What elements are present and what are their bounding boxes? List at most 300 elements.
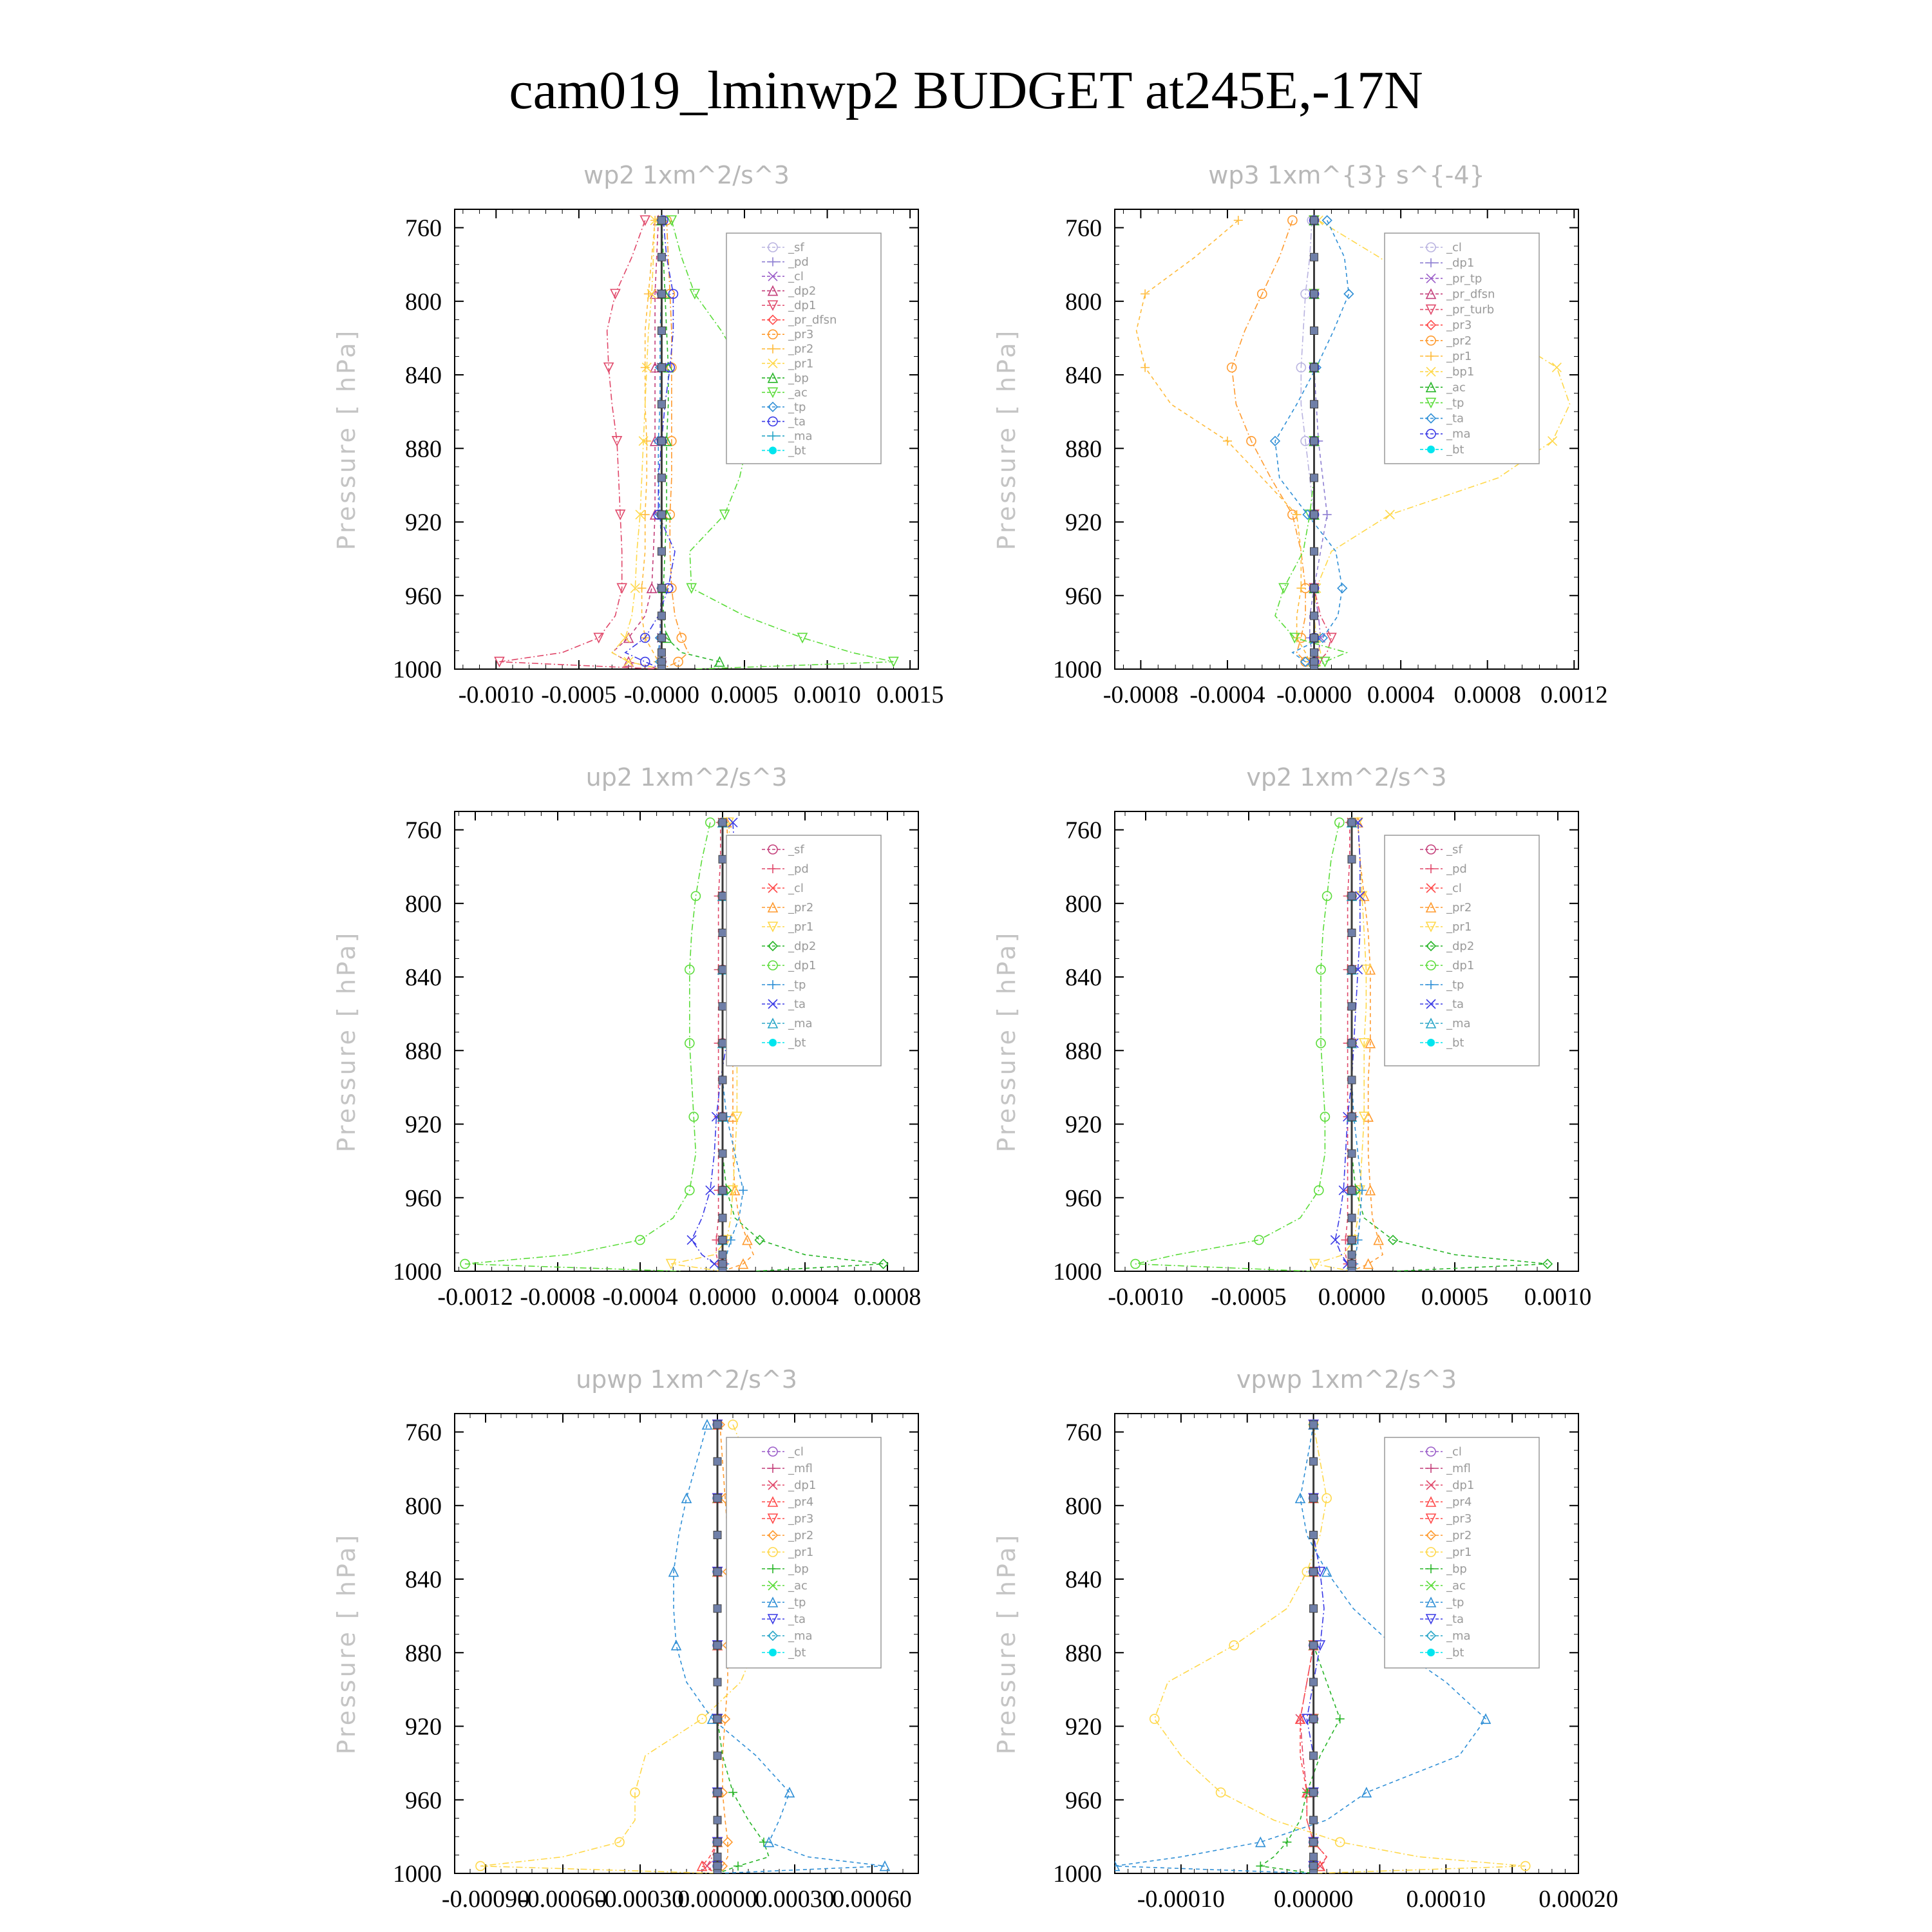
series-marker-bt bbox=[658, 649, 665, 656]
series-marker-bt bbox=[1310, 1457, 1318, 1465]
legend-entry-dp2: _dp2 bbox=[788, 940, 817, 953]
panel-title: vpwp 1xm^2/s^3 bbox=[1236, 1365, 1457, 1394]
x-tick-label: -0.0005 bbox=[1211, 1283, 1287, 1311]
series-marker-bt bbox=[714, 1457, 721, 1465]
series-marker-bt bbox=[1310, 1853, 1318, 1861]
series-marker-bt bbox=[714, 1642, 721, 1649]
legend-entry-pr3: _pr3 bbox=[788, 1512, 814, 1526]
panel-title: vp2 1xm^2/s^3 bbox=[1246, 763, 1447, 791]
series-marker-pr1 bbox=[1150, 1714, 1159, 1723]
y-tick-label: 800 bbox=[405, 288, 442, 316]
series-marker-bt bbox=[1310, 1870, 1318, 1877]
series-marker-bt bbox=[1348, 1214, 1356, 1222]
series-marker-bt bbox=[719, 1003, 726, 1010]
chart-panel-4 bbox=[992, 763, 1591, 1311]
legend-entry-ta: _ta bbox=[1446, 412, 1464, 426]
legend-entry-pr3: _pr3 bbox=[1446, 318, 1472, 332]
y-axis-label: Pressure [ hPa] bbox=[992, 1532, 1021, 1755]
legend-entry-bp: _bp bbox=[1446, 1562, 1467, 1576]
x-tick-label: 0.0000 bbox=[688, 1283, 757, 1311]
series-line-bp bbox=[1260, 1425, 1340, 1873]
legend-entry-dp1: _dp1 bbox=[1446, 1479, 1475, 1492]
legend-entry-pr3: _pr3 bbox=[1446, 1512, 1472, 1526]
series-marker-bp bbox=[1282, 1837, 1291, 1846]
x-tick-label: 0.00010 bbox=[1406, 1886, 1486, 1913]
y-tick-label: 880 bbox=[1065, 1640, 1102, 1667]
series-marker-pr1 bbox=[1229, 1641, 1238, 1650]
series-marker-bt bbox=[719, 1251, 726, 1258]
series-marker-bt bbox=[1310, 1531, 1318, 1539]
legend-entry-pr_tp: _pr_tp bbox=[1446, 272, 1482, 286]
series-marker-bt bbox=[1310, 1862, 1318, 1870]
series-marker-ta bbox=[1331, 1235, 1340, 1244]
series-marker-bt bbox=[719, 1214, 726, 1222]
legend-entry-pd: _pd bbox=[1446, 862, 1467, 876]
legend-entry-pr1: _pr1 bbox=[1446, 920, 1472, 934]
panel-title: wp2 1xm^2/s^3 bbox=[583, 161, 790, 189]
series-marker-bp bbox=[728, 1788, 737, 1797]
legend-entry-ma: _ma bbox=[788, 1017, 813, 1030]
y-tick-label: 920 bbox=[405, 1713, 442, 1741]
x-tick-label: 0.00030 bbox=[755, 1886, 835, 1913]
y-tick-label: 760 bbox=[1065, 214, 1102, 242]
series-marker-bp1 bbox=[1552, 363, 1561, 372]
series-line-pr1 bbox=[1137, 220, 1314, 669]
x-tick-label: -0.0004 bbox=[602, 1283, 678, 1311]
y-tick-label: 800 bbox=[1065, 288, 1102, 316]
series-marker-pr2 bbox=[641, 363, 650, 372]
series-marker-bt bbox=[719, 892, 726, 900]
series-marker-bt bbox=[1310, 1752, 1318, 1759]
legend-entry-tp: _tp bbox=[1446, 396, 1464, 410]
legend-entry-tp: _tp bbox=[788, 1596, 806, 1609]
series-marker-ac bbox=[720, 510, 729, 519]
series-marker-bt bbox=[1348, 1251, 1356, 1258]
series-marker-bt bbox=[1348, 855, 1356, 863]
series-marker-bt bbox=[1310, 1678, 1318, 1686]
y-tick-label: 880 bbox=[1065, 1037, 1102, 1065]
legend-entry-pd: _pd bbox=[788, 862, 809, 876]
series-marker-bt bbox=[1348, 1267, 1356, 1275]
series-marker-bt bbox=[719, 1150, 726, 1157]
y-tick-label: 880 bbox=[405, 1037, 442, 1065]
series-marker-bt bbox=[719, 929, 726, 936]
y-tick-label: 760 bbox=[1065, 817, 1102, 844]
legend-entry-cl: _cl bbox=[1446, 1445, 1462, 1459]
series-marker-ta bbox=[687, 1235, 696, 1244]
series-marker-bt bbox=[1348, 1003, 1356, 1010]
x-tick-label: -0.0010 bbox=[1108, 1283, 1184, 1311]
legend-entry-dp1: _dp1 bbox=[788, 959, 817, 972]
x-tick-label: -0.0000 bbox=[623, 681, 700, 708]
legend-entry-bt: _bt bbox=[1446, 1036, 1464, 1050]
series-marker-bt bbox=[719, 966, 726, 974]
x-tick-label: -0.00090 bbox=[441, 1886, 530, 1913]
y-tick-label: 1000 bbox=[1053, 1258, 1102, 1285]
series-marker-pr1 bbox=[1223, 437, 1232, 446]
y-tick-label: 880 bbox=[405, 435, 442, 463]
legend-entry-dp1: _dp1 bbox=[1446, 256, 1475, 270]
legend-entry-cl: _cl bbox=[788, 270, 804, 284]
x-tick-label: -0.0010 bbox=[458, 681, 534, 708]
series-marker-tp bbox=[682, 1493, 691, 1502]
legend-entry-pr3: _pr3 bbox=[788, 328, 814, 342]
series-marker-pr2 bbox=[1364, 1260, 1373, 1269]
panel-title: up2 1xm^2/s^3 bbox=[585, 763, 788, 791]
chart-panel-2 bbox=[992, 161, 1608, 708]
legend-entry-pr2: _pr2 bbox=[788, 342, 814, 356]
y-tick-label: 960 bbox=[1065, 1184, 1102, 1212]
series-marker-tp bbox=[1256, 1837, 1265, 1846]
y-tick-label: 920 bbox=[1065, 509, 1102, 536]
series-marker-ac bbox=[690, 289, 699, 298]
series-marker-bt bbox=[1311, 290, 1318, 298]
series-marker-bt bbox=[1311, 612, 1318, 620]
x-tick-label: 0.0010 bbox=[793, 681, 861, 708]
series-marker-bt bbox=[719, 1076, 726, 1084]
legend-entry-ta: _ta bbox=[1446, 998, 1464, 1011]
y-tick-label: 880 bbox=[405, 1640, 442, 1667]
x-tick-label: -0.0000 bbox=[1276, 681, 1352, 708]
series-marker-bt bbox=[719, 1267, 726, 1275]
series-marker-bt bbox=[1311, 547, 1318, 555]
legend-entry-pr_turb: _pr_turb bbox=[1446, 303, 1495, 317]
legend-entry-mfl: _mfl bbox=[1446, 1462, 1471, 1475]
y-tick-label: 960 bbox=[405, 582, 442, 610]
legend-entry-cl: _cl bbox=[1446, 241, 1462, 254]
series-marker-bt bbox=[1348, 892, 1356, 900]
legend-marker bbox=[1427, 446, 1435, 453]
y-axis-label: Pressure [ hPa] bbox=[332, 930, 361, 1153]
page-title: cam019_lminwp2 BUDGET at245E,-17N bbox=[509, 61, 1423, 120]
series-marker-tp bbox=[785, 1788, 794, 1797]
legend-entry-pr_dfsn: _pr_dfsn bbox=[1446, 287, 1495, 301]
legend-entry-ma: _ma bbox=[1446, 1017, 1471, 1030]
series-marker-pr1 bbox=[1234, 216, 1243, 225]
y-tick-label: 920 bbox=[405, 509, 442, 536]
legend-entry-bt: _bt bbox=[788, 444, 806, 458]
legend-entry-pr4: _pr4 bbox=[788, 1495, 814, 1509]
series-marker-pr1 bbox=[1322, 1493, 1331, 1502]
y-tick-label: 840 bbox=[1065, 1566, 1102, 1594]
series-marker-bt bbox=[1310, 1816, 1318, 1824]
x-tick-label: -0.0004 bbox=[1189, 681, 1265, 708]
series-marker-bp1 bbox=[1548, 437, 1557, 446]
chart-panel-1 bbox=[332, 161, 943, 708]
y-tick-label: 1000 bbox=[393, 1258, 442, 1285]
series-marker-bt bbox=[1348, 966, 1356, 974]
legend-entry-dp2: _dp2 bbox=[1446, 940, 1475, 953]
legend-entry-bt: _bt bbox=[788, 1036, 806, 1050]
series-marker-bt bbox=[1348, 1236, 1356, 1244]
series-marker-bt bbox=[1311, 649, 1318, 656]
x-tick-label: 0.0000 bbox=[1318, 1283, 1386, 1311]
x-tick-label: 0.0015 bbox=[876, 681, 944, 708]
x-tick-label: -0.00030 bbox=[596, 1886, 685, 1913]
x-tick-label: -0.0005 bbox=[541, 681, 617, 708]
series-marker-bt bbox=[1311, 253, 1318, 261]
series-line-pr1 bbox=[612, 220, 661, 669]
x-tick-label: 0.0005 bbox=[710, 681, 779, 708]
legend-entry-tp: _tp bbox=[1446, 978, 1464, 992]
legend-entry-pr2: _pr2 bbox=[1446, 901, 1472, 914]
series-marker-bt bbox=[1311, 437, 1318, 445]
series-marker-bt bbox=[1311, 658, 1318, 666]
series-marker-bt bbox=[1310, 1568, 1318, 1576]
series-line-ta bbox=[625, 220, 675, 669]
chart-panel-3 bbox=[332, 763, 921, 1311]
series-marker-bt bbox=[658, 364, 665, 372]
legend-entry-tp: _tp bbox=[1446, 1596, 1464, 1609]
series-marker-bt bbox=[1348, 1150, 1356, 1157]
series-line-dp1 bbox=[499, 220, 661, 669]
series-marker-bt bbox=[1311, 327, 1318, 334]
legend-entry-cl: _cl bbox=[788, 882, 804, 895]
series-marker-bt bbox=[1348, 929, 1356, 936]
series-marker-ac bbox=[798, 633, 807, 642]
series-marker-bp bbox=[734, 1862, 743, 1871]
legend-entry-bt: _bt bbox=[788, 1646, 806, 1660]
legend-entry-ma: _ma bbox=[1446, 1629, 1471, 1643]
y-tick-label: 1000 bbox=[1053, 656, 1102, 683]
y-tick-label: 800 bbox=[1065, 890, 1102, 918]
legend-entry-bt: _bt bbox=[1446, 442, 1464, 457]
x-tick-label: 0.0004 bbox=[771, 1283, 839, 1311]
legend-entry-bp1: _bp1 bbox=[1446, 365, 1475, 379]
series-marker-tp bbox=[739, 1186, 748, 1195]
series-marker-bt bbox=[714, 1752, 721, 1759]
legend-entry-ac: _ac bbox=[788, 1579, 808, 1593]
legend-entry-bp: _bp bbox=[788, 371, 809, 385]
series-marker-bt bbox=[1311, 364, 1318, 372]
legend-marker bbox=[769, 1039, 777, 1046]
y-tick-label: 880 bbox=[1065, 435, 1102, 463]
series-marker-dp1 bbox=[1255, 1235, 1264, 1244]
series-marker-bt bbox=[658, 658, 665, 666]
y-tick-label: 960 bbox=[1065, 582, 1102, 610]
legend-entry-pr1: _pr1 bbox=[788, 357, 814, 371]
series-marker-bt bbox=[1310, 1715, 1318, 1723]
y-axis-label: Pressure [ hPa] bbox=[992, 328, 1021, 551]
series-marker-bt bbox=[719, 1039, 726, 1047]
series-marker-bt bbox=[1348, 1113, 1356, 1121]
y-axis-label: Pressure [ hPa] bbox=[332, 1532, 361, 1755]
legend-entry-dp1: _dp1 bbox=[1446, 959, 1475, 972]
series-marker-bt bbox=[1311, 474, 1318, 482]
legend-entry-ac: _ac bbox=[1446, 1579, 1466, 1593]
series-marker-bp bbox=[1336, 1714, 1345, 1723]
series-marker-bt bbox=[1311, 584, 1318, 592]
series-marker-bt bbox=[1311, 511, 1318, 518]
y-tick-label: 840 bbox=[405, 362, 442, 390]
series-marker-bt bbox=[714, 1838, 721, 1846]
legend-entry-cl: _cl bbox=[788, 1445, 804, 1459]
legend-entry-dp1: _dp1 bbox=[788, 1479, 817, 1492]
series-marker-bt bbox=[719, 819, 726, 826]
series-marker-bt bbox=[1348, 819, 1356, 826]
y-tick-label: 920 bbox=[1065, 1111, 1102, 1139]
series-marker-bt bbox=[719, 855, 726, 863]
series-line-pr1 bbox=[1314, 822, 1366, 1271]
legend-entry-pr2: _pr2 bbox=[1446, 1529, 1472, 1542]
legend-entry-dp2: _dp2 bbox=[788, 284, 817, 298]
y-tick-label: 840 bbox=[405, 1566, 442, 1594]
series-marker-bt bbox=[658, 253, 665, 261]
series-marker-bt bbox=[1348, 1260, 1356, 1268]
x-tick-label: 0.0008 bbox=[853, 1283, 922, 1311]
y-tick-label: 1000 bbox=[393, 1861, 442, 1888]
x-tick-label: -0.0012 bbox=[437, 1283, 513, 1311]
legend-entry-mfl: _mfl bbox=[788, 1462, 813, 1475]
legend-entry-ac: _ac bbox=[788, 386, 808, 400]
legend-entry-bp: _bp bbox=[788, 1562, 809, 1576]
legend-entry-pr_dfsn: _pr_dfsn bbox=[788, 313, 837, 327]
series-marker-bt bbox=[714, 1862, 721, 1870]
x-tick-label: 0.00000 bbox=[677, 1886, 757, 1913]
series-marker-bt bbox=[1348, 1186, 1356, 1194]
x-tick-label: 0.0012 bbox=[1540, 681, 1608, 708]
series-marker-bt bbox=[714, 1531, 721, 1539]
series-marker-bt bbox=[658, 437, 665, 445]
series-marker-bt bbox=[714, 1715, 721, 1723]
series-marker-bt bbox=[658, 665, 665, 673]
series-marker-bt bbox=[719, 1113, 726, 1121]
legend-entry-ma: _ma bbox=[788, 1629, 813, 1643]
legend-entry-pr1: _pr1 bbox=[788, 1546, 814, 1559]
series-marker-bt bbox=[714, 1678, 721, 1686]
series-marker-bt bbox=[658, 612, 665, 620]
y-tick-label: 960 bbox=[405, 1786, 442, 1814]
x-tick-label: 0.0005 bbox=[1421, 1283, 1489, 1311]
y-tick-label: 760 bbox=[405, 817, 442, 844]
x-tick-label: 0.00060 bbox=[832, 1886, 912, 1913]
series-marker-bt bbox=[1310, 1605, 1318, 1613]
y-tick-label: 960 bbox=[405, 1184, 442, 1212]
series-marker-bt bbox=[658, 584, 665, 592]
series-marker-pr1 bbox=[1336, 1837, 1345, 1846]
series-line-pr2 bbox=[1232, 220, 1314, 669]
legend-marker bbox=[769, 1649, 777, 1656]
legend-entry-pr2: _pr2 bbox=[1446, 334, 1472, 348]
legend-entry-ma: _ma bbox=[788, 429, 813, 443]
series-line-dp2 bbox=[612, 220, 661, 669]
series-marker-bt bbox=[719, 1236, 726, 1244]
y-tick-label: 920 bbox=[1065, 1713, 1102, 1741]
y-axis-label: Pressure [ hPa] bbox=[332, 328, 361, 551]
series-marker-bt bbox=[658, 216, 665, 224]
x-tick-label: -0.0008 bbox=[1103, 681, 1179, 708]
series-marker-bt bbox=[1348, 1039, 1356, 1047]
series-marker-bt bbox=[658, 474, 665, 482]
y-tick-label: 800 bbox=[405, 1492, 442, 1520]
legend-entry-pr2: _pr2 bbox=[788, 901, 814, 914]
series-marker-pr1 bbox=[1217, 1788, 1226, 1797]
series-marker-dp1 bbox=[1323, 510, 1332, 519]
legend-entry-bt: _bt bbox=[1446, 1646, 1464, 1660]
series-marker-bt bbox=[1310, 1788, 1318, 1796]
y-tick-label: 840 bbox=[405, 964, 442, 992]
series-marker-bt bbox=[719, 1260, 726, 1268]
series-marker-pr1 bbox=[1296, 583, 1305, 592]
x-tick-label: 0.0010 bbox=[1524, 1283, 1592, 1311]
legend-entry-tp: _tp bbox=[788, 400, 806, 414]
series-marker-bt bbox=[714, 1788, 721, 1796]
y-tick-label: 800 bbox=[405, 890, 442, 918]
series-marker-pr3 bbox=[677, 633, 686, 642]
y-tick-label: 760 bbox=[1065, 1419, 1102, 1446]
y-tick-label: 760 bbox=[405, 214, 442, 242]
series-marker-bp1 bbox=[1385, 510, 1394, 519]
y-tick-label: 840 bbox=[1065, 362, 1102, 390]
y-tick-label: 920 bbox=[405, 1111, 442, 1139]
legend-entry-tp: _tp bbox=[788, 978, 806, 992]
series-marker-bt bbox=[1311, 401, 1318, 408]
legend-marker bbox=[1427, 1649, 1435, 1656]
legend-entry-pr1: _pr1 bbox=[788, 920, 814, 934]
series-marker-bt bbox=[658, 547, 665, 555]
legend-entry-pd: _pd bbox=[788, 255, 809, 269]
x-tick-label: 0.00020 bbox=[1539, 1886, 1618, 1913]
x-tick-label: 0.0008 bbox=[1454, 681, 1521, 708]
series-line-dp1 bbox=[465, 822, 710, 1271]
series-marker-bt bbox=[1310, 1642, 1318, 1649]
legend-entry-sf: _sf bbox=[1446, 843, 1463, 857]
legend-entry-ma: _ma bbox=[1446, 427, 1471, 441]
series-marker-bt bbox=[658, 401, 665, 408]
x-tick-label: -0.00010 bbox=[1137, 1886, 1225, 1913]
legend-entry-ac: _ac bbox=[1446, 381, 1466, 395]
series-marker-bt bbox=[714, 1494, 721, 1502]
series-marker-bt bbox=[714, 1853, 721, 1861]
y-tick-label: 1000 bbox=[1053, 1861, 1102, 1888]
series-marker-bt bbox=[658, 290, 665, 298]
y-tick-label: 960 bbox=[1065, 1786, 1102, 1814]
x-tick-label: -0.00060 bbox=[518, 1886, 607, 1913]
x-tick-label: 0.0004 bbox=[1367, 681, 1435, 708]
series-marker-bt bbox=[714, 1421, 721, 1428]
legend-entry-pr4: _pr4 bbox=[1446, 1495, 1472, 1509]
series-marker-bt bbox=[714, 1816, 721, 1824]
series-marker-bt bbox=[658, 511, 665, 518]
y-tick-label: 840 bbox=[1065, 964, 1102, 992]
series-marker-pr1 bbox=[1141, 289, 1150, 298]
y-tick-label: 760 bbox=[405, 1419, 442, 1446]
legend-entry-pr1: _pr1 bbox=[1446, 1546, 1472, 1559]
series-marker-bt bbox=[714, 1870, 721, 1877]
legend-entry-ta: _ta bbox=[788, 415, 806, 429]
legend-entry-ta: _ta bbox=[788, 1613, 806, 1626]
series-marker-bt bbox=[719, 1186, 726, 1194]
legend-entry-pr2: _pr2 bbox=[788, 1529, 814, 1542]
legend-entry-dp1: _dp1 bbox=[788, 299, 817, 313]
series-marker-bt bbox=[714, 1605, 721, 1613]
series-marker-bt bbox=[1348, 1076, 1356, 1084]
series-marker-pr1 bbox=[1141, 363, 1150, 372]
y-axis-label: Pressure [ hPa] bbox=[992, 930, 1021, 1153]
series-marker-bp bbox=[1256, 1862, 1265, 1871]
series-marker-bt bbox=[1310, 1421, 1318, 1428]
series-marker-bt bbox=[714, 1568, 721, 1576]
series-marker-bt bbox=[1311, 634, 1318, 641]
series-line-dp1 bbox=[1135, 822, 1340, 1271]
y-tick-label: 800 bbox=[1065, 1492, 1102, 1520]
series-marker-bt bbox=[1311, 216, 1318, 224]
chart-panel-5 bbox=[332, 1365, 918, 1913]
x-tick-label: 0.00000 bbox=[1273, 1886, 1354, 1913]
chart-panel-6 bbox=[992, 1365, 1618, 1913]
series-marker-bt bbox=[1310, 1494, 1318, 1502]
legend-entry-cl: _cl bbox=[1446, 882, 1462, 895]
